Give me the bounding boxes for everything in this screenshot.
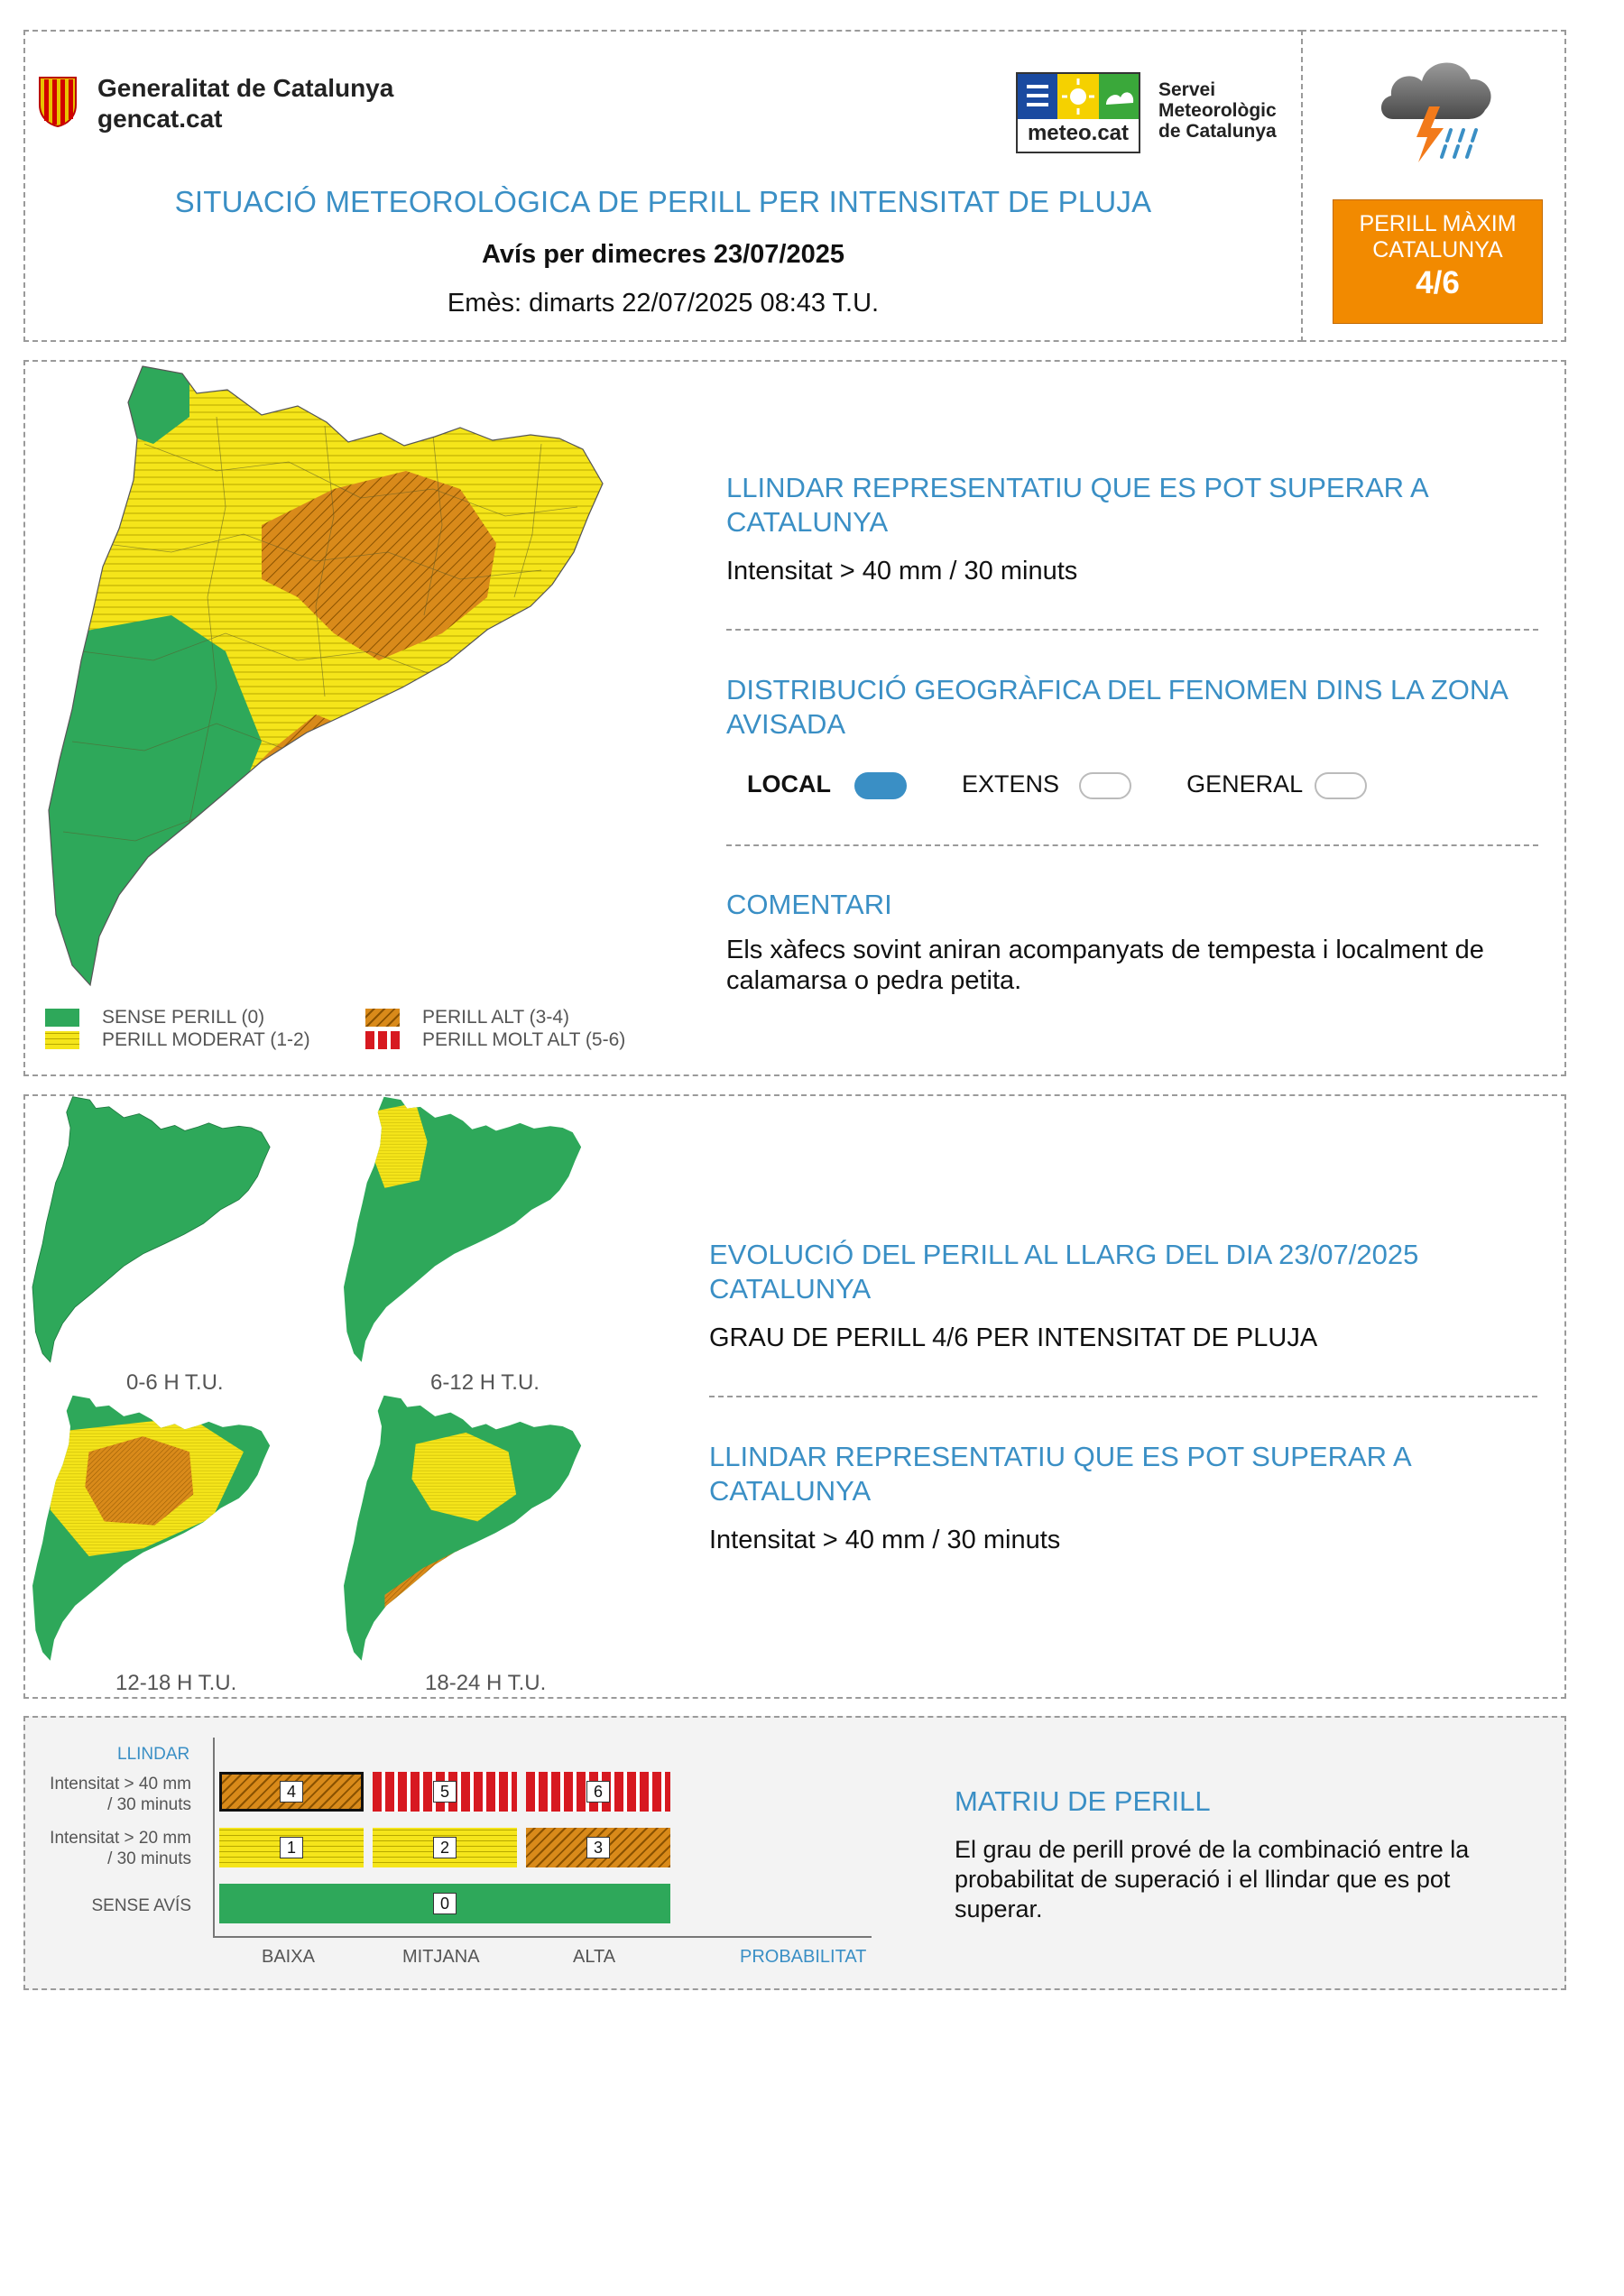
evolution-title: EVOLUCIÓ DEL PERILL AL LLARG DEL DIA 23/07/2025 CATALUNYA — [709, 1239, 1419, 1305]
comment-text: Els xàfecs sovint aniran acompanyats de tempesta i localment de calamarsa o pedra petita. — [726, 936, 1484, 995]
map-period-12-18 — [27, 1394, 298, 1664]
legend-swatch-none — [45, 1009, 79, 1027]
legend-moderate-label: PERILL MODERAT (1-2) — [102, 1029, 310, 1050]
dist-general-label: GENERAL — [1186, 770, 1303, 798]
matrix-cell-4 — [219, 1772, 364, 1812]
max-danger-label-2: CATALUNYA — [1372, 237, 1503, 263]
matrix-cell-value: 0 — [433, 1893, 457, 1914]
threshold-text: Intensitat > 40 mm / 30 minuts — [726, 557, 1078, 586]
distribution-title: DISTRIBUCIÓ GEOGRÀFICA DEL FENOMEN DINS LA ZONA AVISADA — [726, 674, 1508, 740]
dist-general-indicator — [1315, 772, 1367, 799]
smc-line-3: de Catalunya — [1158, 121, 1277, 142]
separator — [726, 629, 1538, 631]
map-period-0-6 — [27, 1095, 298, 1366]
separator — [709, 1396, 1537, 1397]
max-danger-label-1: PERILL MÀXIM — [1359, 211, 1517, 236]
matrix-x-label: MITJANA — [402, 1947, 480, 1967]
meteocat-label: meteo.cat — [1027, 121, 1130, 145]
legend-very-high-label: PERILL MOLT ALT (5-6) — [422, 1029, 626, 1050]
catalonia-map — [36, 363, 668, 994]
period-label: 0-6 H T.U. — [126, 1370, 224, 1395]
dist-extens-indicator — [1079, 772, 1131, 799]
matrix-row-high-label: Intensitat > 40 mm / 30 minuts — [50, 1775, 191, 1814]
matrix-cell-value: 5 — [433, 1781, 457, 1803]
matrix-cell-value: 1 — [280, 1837, 303, 1858]
matrix-cell-3 — [526, 1828, 670, 1867]
matrix-cell-value: 2 — [433, 1837, 457, 1858]
page-title: SITUACIÓ METEOROLÒGICA DE PERILL PER INTENSITAT DE PLUJA — [174, 185, 1152, 218]
legend-swatch-moderate — [45, 1031, 79, 1049]
matrix-cell-value: 6 — [586, 1781, 610, 1803]
meteocat-logo — [1016, 72, 1140, 153]
legend-swatch-very-high — [365, 1031, 400, 1049]
period-label: 18-24 H T.U. — [425, 1671, 547, 1695]
comment-title: COMENTARI — [726, 889, 892, 920]
matrix-cell-2 — [373, 1828, 517, 1867]
dist-local-label: LOCAL — [747, 770, 831, 798]
matrix-x-axis — [213, 1936, 872, 1938]
dist-local-indicator — [854, 772, 907, 799]
smc-name — [1158, 79, 1277, 142]
matrix-y-axis — [213, 1738, 215, 1938]
gov-name: Generalitat de Catalunya — [97, 74, 394, 102]
smc-line-1: Servei — [1158, 79, 1216, 100]
map-period-18-24 — [338, 1394, 609, 1664]
matrix-cell-6 — [526, 1772, 670, 1812]
max-danger-badge — [1333, 199, 1543, 324]
dist-extens-label: EXTENS — [962, 770, 1060, 798]
page-subtitle: Avís per dimecres 23/07/2025 — [482, 240, 844, 269]
max-danger-value: 4/6 — [1416, 265, 1460, 300]
matrix-title: MATRIU DE PERILL — [955, 1785, 1211, 1817]
matrix-x-label: ALTA — [573, 1947, 616, 1967]
gov-site: gencat.cat — [97, 105, 223, 133]
threshold-title: LLINDAR REPRESENTATIU QUE ES POT SUPERAR A CATALUNYA — [726, 472, 1427, 538]
distribution-options — [747, 770, 1367, 799]
matrix-cell-value: 4 — [280, 1781, 303, 1803]
matrix-cell-1 — [219, 1828, 364, 1867]
map-period-6-12 — [338, 1095, 609, 1366]
period-label: 12-18 H T.U. — [115, 1671, 237, 1695]
matrix-cell-5 — [373, 1772, 517, 1812]
legend-swatch-high — [365, 1009, 400, 1027]
matrix-row-mid-label: Intensitat > 20 mm / 30 minuts — [50, 1829, 191, 1868]
separator — [726, 844, 1538, 846]
legend-none-label: SENSE PERILL (0) — [102, 1007, 265, 1028]
generalitat-logo — [36, 74, 79, 128]
matrix-cell-value: 3 — [586, 1837, 610, 1858]
matrix-axis-title: LLINDAR — [117, 1745, 190, 1764]
legend-high-label: PERILL ALT (3-4) — [422, 1007, 570, 1028]
period-label: 6-12 H T.U. — [430, 1370, 540, 1395]
evolution-threshold-text: Intensitat > 40 mm / 30 minuts — [709, 1526, 1061, 1554]
matrix-x-title: PROBABILITAT — [740, 1947, 867, 1967]
smc-line-2: Meteorològic — [1158, 100, 1277, 121]
matrix-cell-0 — [219, 1884, 670, 1923]
evolution-threshold-title: LLINDAR REPRESENTATIU QUE ES POT SUPERAR A CATALUNYA — [709, 1441, 1410, 1507]
matrix-row-none-label: SENSE AVÍS — [91, 1896, 191, 1915]
issued-date: Emès: dimarts 22/07/2025 08:43 T.U. — [447, 289, 880, 318]
matrix-x-label: BAIXA — [262, 1947, 315, 1967]
storm-rain-icon — [1373, 43, 1499, 170]
matrix-text: El grau de perill prové de la combinació entre la probabilitat de superació i el llindar que es pot superar. — [955, 1836, 1470, 1923]
evolution-grade: GRAU DE PERILL 4/6 PER INTENSITAT DE PLUJA — [709, 1323, 1318, 1352]
